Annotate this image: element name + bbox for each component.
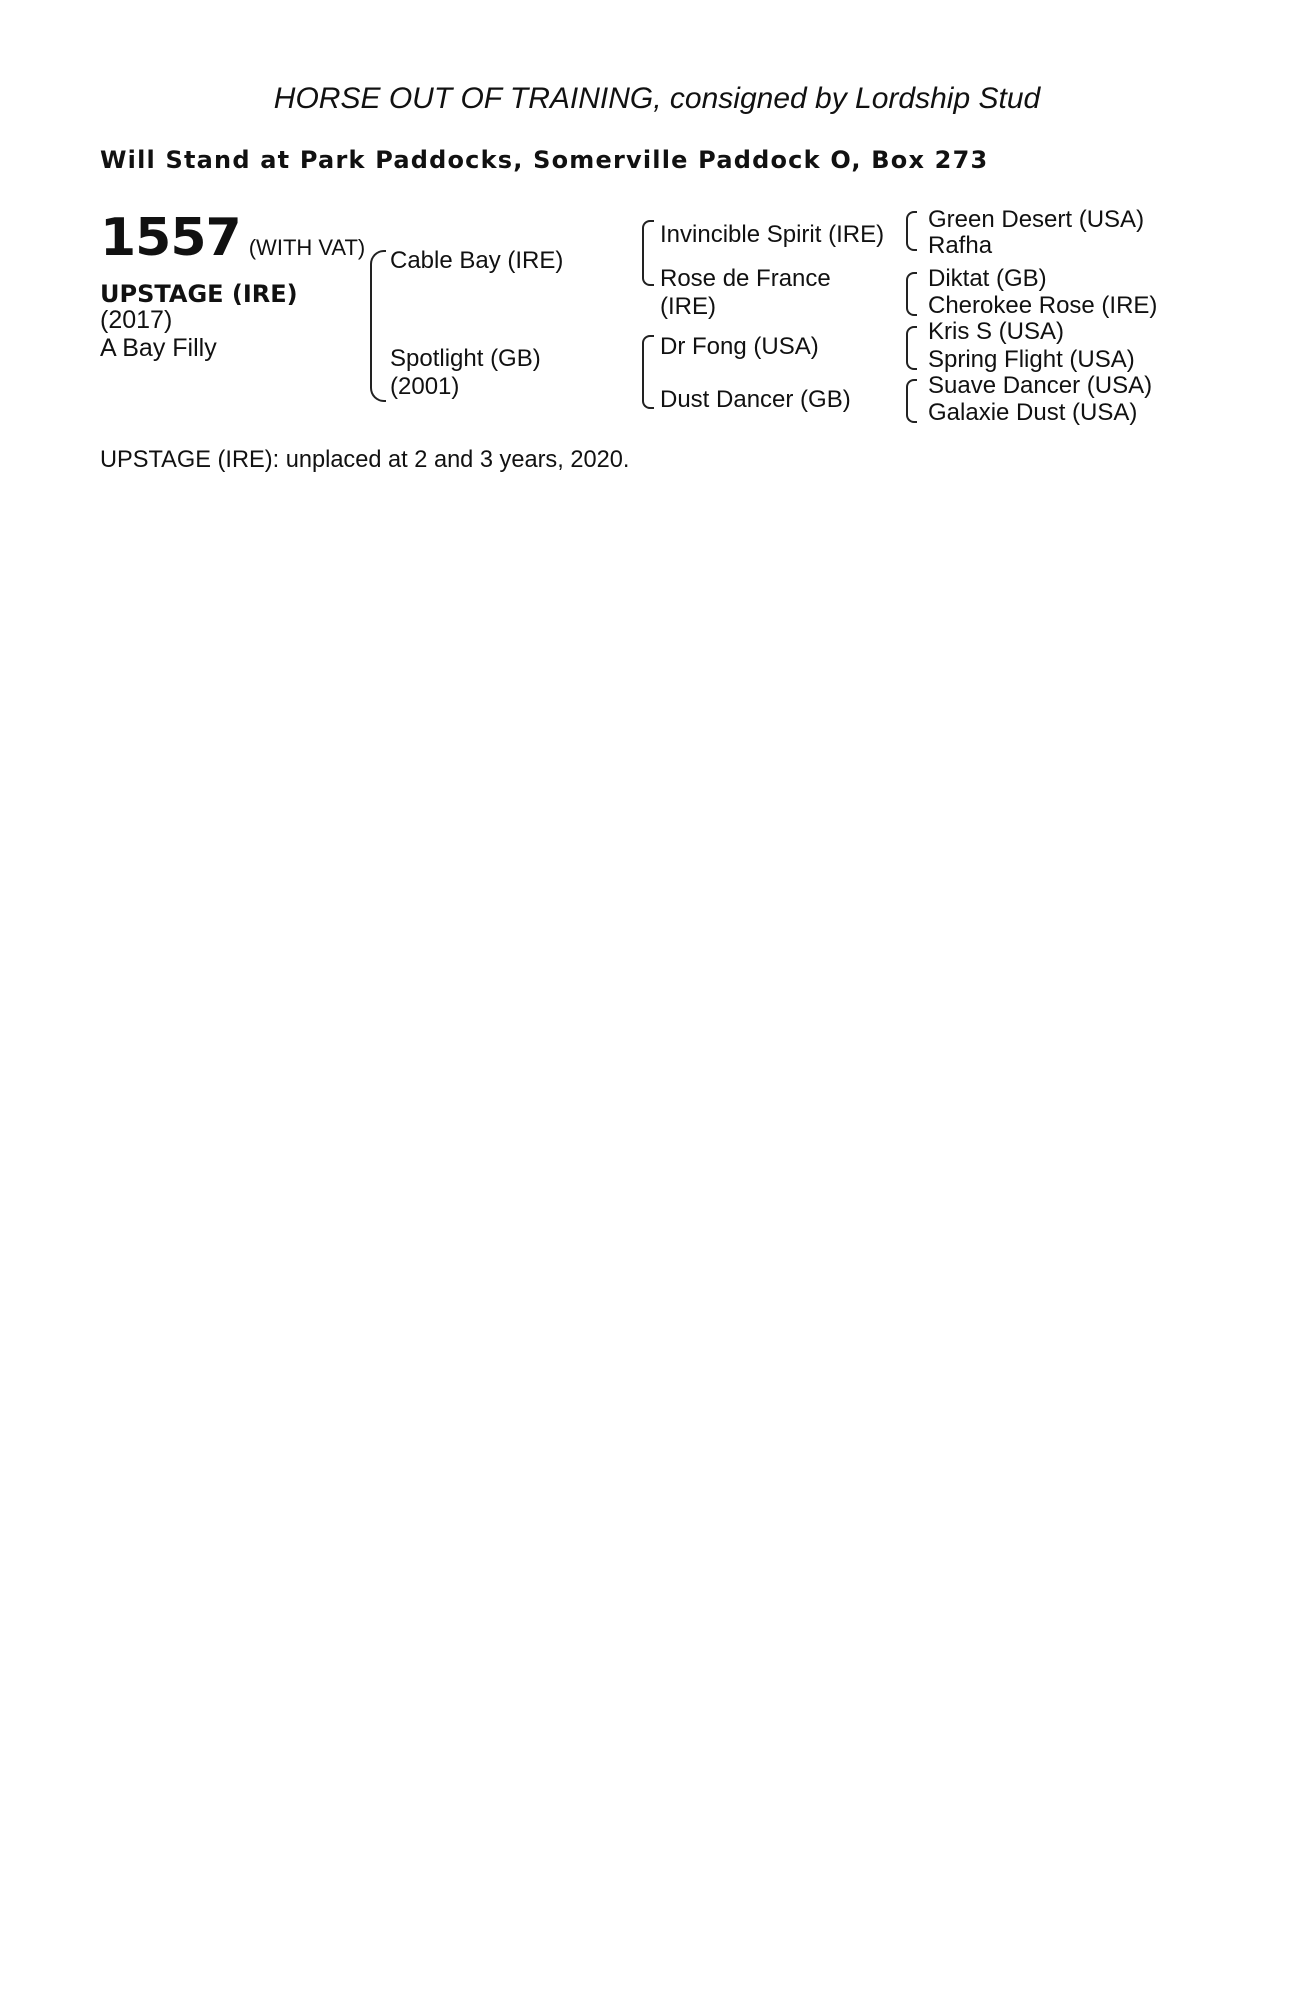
pedigree-g6: Spring Flight (USA)	[928, 346, 1135, 373]
pedigree-brace-g1	[906, 211, 917, 251]
pedigree-g7: Suave Dancer (USA)	[928, 372, 1153, 399]
location-heading: Will Stand at Park Paddocks, Somerville Paddock O, Box 273	[100, 146, 989, 174]
pedigree-g1: Green Desert (USA)	[928, 206, 1145, 233]
pedigree-brace-g2	[906, 272, 917, 316]
horse-year: (2017)	[100, 306, 173, 334]
horse-description: A Bay Filly	[100, 334, 217, 362]
pedigree-dam-dam: Dust Dancer (GB)	[660, 386, 851, 413]
pedigree-sire-dam-line1: Rose de France	[660, 265, 831, 292]
catalogue-body	[100, 448, 1210, 473]
vat-label: (WITH VAT)	[248, 235, 366, 260]
pedigree-g5: Kris S (USA)	[928, 318, 1065, 345]
pedigree-g8: Galaxie Dust (USA)	[928, 399, 1138, 426]
lot-number-block	[100, 208, 365, 268]
pedigree-sire-sire: Invincible Spirit (IRE)	[660, 221, 885, 248]
pedigree-brace-dam	[642, 335, 654, 409]
horse-name: UPSTAGE (IRE)	[100, 280, 298, 308]
pedigree-dam-line1: Spotlight (GB)	[390, 345, 541, 372]
pedigree-g4: Cherokee Rose (IRE)	[928, 292, 1158, 319]
pedigree-sire-dam-line2: (IRE)	[660, 293, 716, 320]
lot-number: 1557	[100, 208, 241, 268]
consignment-heading: HORSE OUT OF TRAINING, consigned by Lordship Stud	[273, 82, 1041, 115]
racing-summary: UPSTAGE (IRE): unplaced at 2 and 3 years, 2020.	[100, 447, 630, 473]
pedigree-brace-sire	[642, 220, 654, 286]
pedigree-brace-main	[370, 250, 386, 402]
pedigree-brace-g3	[906, 326, 917, 370]
pedigree-brace-g4	[906, 379, 917, 423]
pedigree-dam-line2: (2001)	[390, 373, 460, 400]
pedigree-dam-sire: Dr Fong (USA)	[660, 333, 819, 360]
pedigree-sire: Cable Bay (IRE)	[390, 247, 564, 274]
pedigree-g2: Rafha	[928, 232, 993, 259]
pedigree-g3: Diktat (GB)	[928, 265, 1047, 292]
